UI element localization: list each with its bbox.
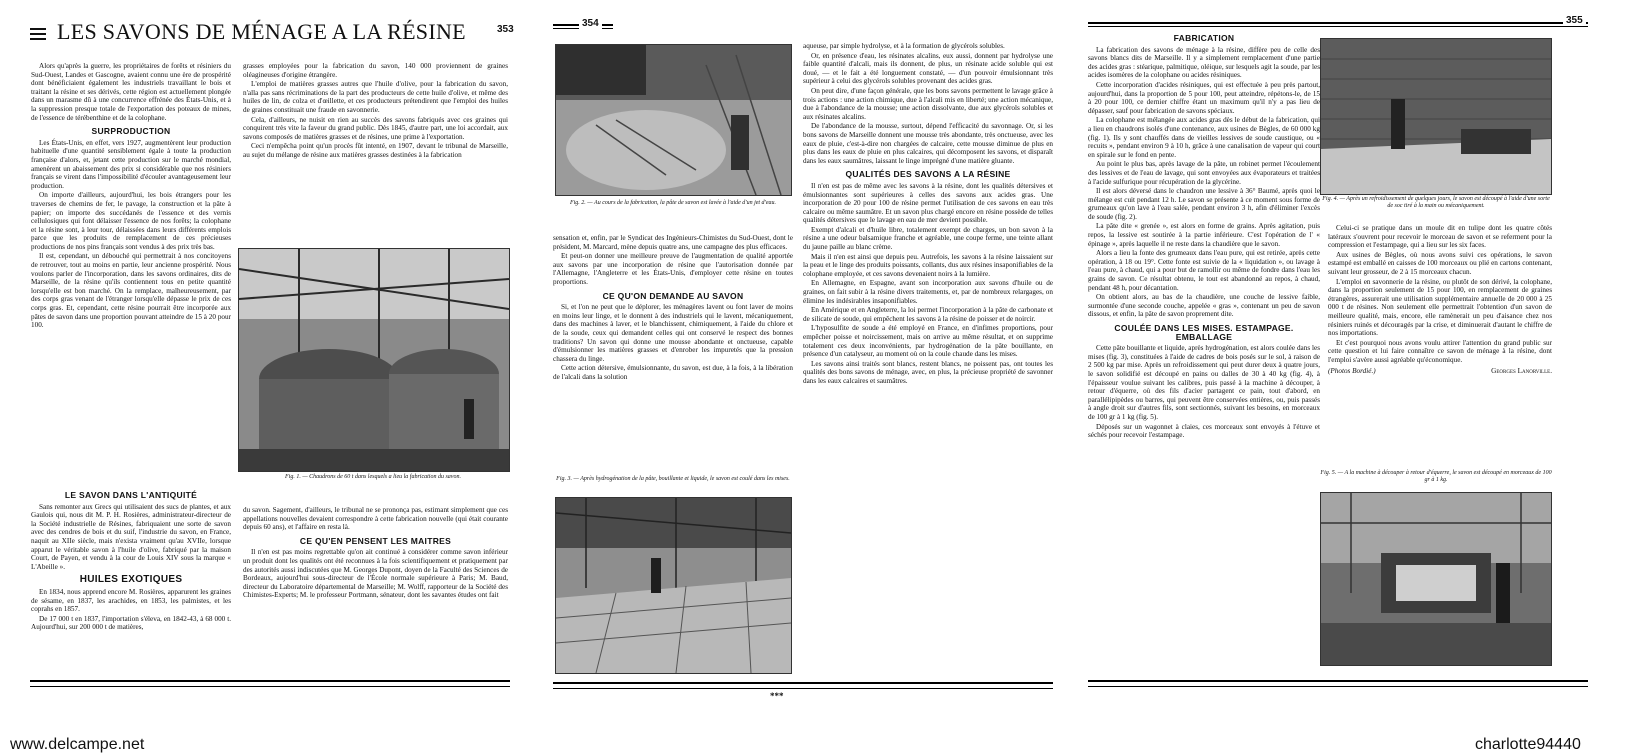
paragraph: Il n'en est pas de même avec les savons à la résine, dont les qualités détersives et émulsionnantes sont supérieures à celles des savons aux acides gras. Une incorporation de 20 pour 100 de résine permet l'utilisation de ces savons en eau très calcaire ou même saumâtre. Et un savon plus chargé encore en résine possède de telles qualités détersives que le lavage en eau de mer devient possible. — [803, 181, 1053, 225]
credit-line — [1328, 367, 1552, 376]
paragraph: Déposés sur un wagonnet à claies, ces morceaux sont envoyés à l'étuve et séchés pour recevoir l'estampage. — [1088, 422, 1320, 440]
column-right — [1328, 224, 1552, 462]
figure-4-photo — [1320, 38, 1552, 195]
section-heading-huiles: HUILES EXOTIQUES — [79, 574, 183, 586]
paragraph: grasses employées pour la fabrication du savon, 140 000 proviennent de graines oléagineuses d'origine étrangère. — [243, 62, 508, 79]
page-bottom-rule — [553, 682, 1053, 689]
paragraph: La pâte dite « grenée », est alors en forme de grains. Après agitation, puis repos, la lessive est soutirée à la partie inférieure. C'est l'opération de l' « épinage », après laquelle il ne reste dans la chaudière que le savon. — [1088, 222, 1320, 248]
column-left — [31, 62, 231, 475]
paragraph: Et c'est pourquoi nous avons voulu attirer l'attention du grand public sur cette question et lui faire connaître ce savon de ménage à la résine, dont l'emploi s'avère aussi agréable qu'économique. — [1328, 338, 1552, 364]
paragraph: Il est, cependant, un débouché qui permettrait à nos concitoyens de retrouver, tout au moins en partie, leur ancienne prospérité. Nous voulons parler de l'incorporation, dans les savons ordinaires, dits de Marseille, de la résine qu'ils contiennent tous en petite quantité lorsqu'elle est bon marché. On la remplace, malheureusement, par des corps gras venant de l'étranger lorsqu'elle dépasse le prix de ces corps gras. Et, cependant, cette résine pourrait être incorporée aux pâtes de savon dans une proportion pouvant atteindre de 15 à 20 pour 100. — [31, 252, 231, 330]
figure-5-caption: Fig. 5. — A la machine à découper à retour d'équerre, le savon est découpé en morceaux de 100 gr à 1 kg. — [1320, 470, 1552, 483]
page-bottom-rule — [30, 680, 510, 687]
section-heading-maitres: CE QU'EN PENSENT LES MAITRES — [299, 535, 452, 546]
end-mark: *** — [770, 691, 784, 701]
paragraph: Sans remonter aux Grecs qui utilisaient des sucs de plantes, et aux Gaulois qui, nous dit M. P. H. Rosières, administrateur-directeur de la Société industrielle de Résines, fabriquaient une sorte de savon avec des cendres de bois et du suif, l'industrie du savon, en France, naquit au XIIe siècle, mais n'exista vraiment qu'au XVIIe, lorsque apparut le véritable savon à l'huile d'olive, fabriqué par la maison Court, de Payen, et vendu à la cour de Louis XIV sous la marque « L'Abeille ». — [31, 502, 231, 571]
figure-5-photo — [1320, 492, 1552, 666]
paragraph: En 1834, nous apprend encore M. Rosières, apparurent les graines de sésame, en 1837, les arachides, en 1853, les palmistes, et les coprahs en 1857. — [31, 587, 231, 614]
paragraph: Et peut-on donner une meilleure preuve de l'augmentation de qualité apportée aux savons par une incorporation de résine que l'autorisation donnée par l'Allemagne, l'Angleterre et les États-Unis, d'employer cette résine en toutes proportions. — [553, 252, 793, 286]
page-number: 354 — [579, 18, 602, 29]
figure-4-caption: Fig. 4. — Après un refroidissement de quelques jours, le savon est découpé à l'aide d'une sorte de soc tiré à la main ou mécaniquement. — [1322, 196, 1550, 209]
section-heading-coulee: COULÉE DANS LES MISES. ESTAMPAGE. EMBALLAGE — [1114, 323, 1294, 342]
page-354 — [545, 0, 1060, 722]
column-right-lower — [243, 506, 508, 678]
paragraph: Les savons ainsi traités sont blancs, restent blancs, ne poissent pas, ont toutes les qualités des bons savons de ménage, avec, en plus, la précieuse propriété de savonner dans les eaux calcaires et saumâtres. — [803, 359, 1053, 385]
column-right-upper — [243, 62, 508, 242]
column-left — [553, 234, 793, 466]
soap-moulds-image — [556, 498, 791, 673]
paragraph: Au point le plus bas, après lavage de la pâte, un robinet permet l'écoulement des lessives et de l'eau de lavage, qui sont envoyées aux évaporateurs et traitées à l'acide sulfurique pour récupération de la glycérine. — [1088, 160, 1320, 186]
paragraph: On importe d'ailleurs, aujourd'hui, les bois étrangers pour les traverses de chemins de fer, le pavage, la construction et la pâte à papier; on importe des succédanés de l'essence et des vernis cellulosiques qui font délaisser l'essence de nos forêts; la colophane et la résine sont, à leur tour, délaissées dans leurs différents emplois parce que les produits de remplacement de ces précieuses productions de nos pins français sont vendus à des prix très bas. — [31, 191, 231, 251]
paragraph: sensation et, enfin, par le Syndicat des Ingénieurs-Chimistes du Sud-Ouest, dont le président, M. Marcard, mène depuis quatre ans, une campagne des plus efficaces. — [553, 234, 793, 251]
paragraph: En Allemagne, en Espagne, avant son incorporation aux savons d'huile ou de graines, on fait subir à la résine divers traitements, et, par de nombreux relargages, on élimine les indésirables insaponifiables. — [803, 279, 1053, 305]
photos-credit: (Photos Bordié.) — [1328, 366, 1376, 375]
paragraph: La colophane est mélangée aux acides gras dès le début de la fabrication, qui a lieu en chaudrons isolés d'une contenance, aux usines de Bègles, de 60 000 kg (fig. 1). Ils y sont chauffés dans de vieilles lessives de soude caustique, ou « recuits », pendant environ 9 à 10 h, grâce à une canalisation de vapeur qui court en spirale sur le fond en pente. — [1088, 116, 1320, 159]
page-355 — [1078, 0, 1608, 722]
section-heading-surproduction: SURPRODUCTION — [91, 126, 171, 137]
paragraph: Cette action détersive, émulsionnante, du savon, est due, à la fois, à la libération de l'alcali dans la solution — [553, 364, 793, 381]
paragraph: du savon. Sagement, d'ailleurs, le tribunal ne se prononça pas, estimant simplement que ces appellations nouvelles devaient correspondre à cette fabrication nouvelle (qui était courante depuis 60 ans), et l'affaire en resta là. — [243, 506, 508, 532]
page-number: 355 — [1563, 15, 1586, 26]
column-left-lower — [31, 486, 231, 676]
footer-seller: charlotte94440 — [1475, 736, 1581, 753]
column-left — [1088, 34, 1320, 674]
factory-cauldrons-image — [239, 249, 509, 471]
paragraph: Ceci n'empêcha point qu'un procès fût intenté, en 1907, devant le tribunal de Marseille, au sujet du mélange de résine aux matières grasses destinées à la fabrication — [243, 142, 508, 159]
paragraph: En Amérique et en Angleterre, la loi permet l'incorporation à la pâte de carbonate et de silicate de soude, qui empêchent les savons à la résine de poisser et de noircir. — [803, 306, 1053, 323]
paragraph: Or, en présence d'eau, les résinates alcalins, eux aussi, donnent par hydrolyse une faible quantité d'alcali, mais ils donnent, de plus, un résinate acide soluble qui est doué, — et le fait a été longuement constaté, — d'un pouvoir émulsionnant très supérieur à celui des glycérols solubles provenant des acides gras. — [803, 51, 1053, 86]
paragraph: Exempt d'alcali et d'huile libre, totalement exempt de charges, un bon savon à la résine a une odeur balsamique franche et agréable, une coupe ferme, une teinte allant du jaune paille au blanc crème. — [803, 225, 1053, 252]
paragraph: Cette incorporation d'acides résiniques, qui est effectuée à peu près partout, aujourd'hui, dans la proportion de 5 pour 100, peut atteindre, répétons-le, de 15 à 20 pour 100, ce dernier chiffre étant un maximum qu'il n'y a pas lieu de dépasser, sauf pour fabrication de savons spéciaux. — [1088, 80, 1320, 115]
header-rule — [1088, 22, 1588, 27]
paragraph: Cela, d'ailleurs, ne nuisit en rien au succès des savons fabriqués avec ces graines qui conquirent très vite la faveur du grand public. Dès 1845, d'autre part, une loi accordait, aux savons composés de matières grasses et de résines, une prime à l'exportation. — [243, 115, 508, 141]
footer-site: www.delcampe.net — [10, 736, 145, 753]
section-heading-qualites: QUALITÉS DES SAVONS A LA RÉSINE — [845, 169, 1011, 180]
page-bottom-rule — [1088, 680, 1588, 687]
paragraph: Si, et l'on ne peut que le déplorer, les ménagères lavent ou font laver de moins en moins leur linge, et le donnent à des industriels qui le lavent, mécaniquement, dans des machines à laver, et le blanchissent, chimiquement, à l'aide du chlore et de la soude, ceux qui demandent celles qui ont conservé le respect des bonnes traditions? Un savon qui donne une mousse abondante et onctueuse, capable d'émulsionner les matières grasses et d'enrober les impuretés que la pression chassera du linge. — [553, 303, 793, 363]
section-heading-demande: CE QU'ON DEMANDE AU SAVON — [602, 290, 744, 301]
paragraph: L'emploi en savonnerie de la résine, ou plutôt de son dérivé, la colophane, dans la proportion seulement de 15 pour 100, en remplacement de graines étrangères, assurerait une utilisation supplémentaire annuelle de 20 000 à 25 000 t de résines. Non seulement elle permettrait l'obtention d'un savon de meilleure qualité, mais, encore, elle ramènerait un peu d'aisance chez nos résiniers ruinés et découragés par la crise, et diminuerait d'autant le chiffre de nos importations. — [1328, 277, 1552, 338]
paragraph: De l'abondance de la mousse, surtout, dépend l'efficacité du savonnage. Or, si les bons savons de Marseille donnent une mousse très abondante, très onctueuse, avec les eaux de pluie, c'est-à-dire non chargées de calcaire, cette mousse diminue de plus en plus dans les eaux de pluie en plus calcaires, qui décomposent les savons, et disparaît dans les eaux saumâtres, laissant le linge imprégné d'une matière gluante. — [803, 122, 1053, 165]
paragraph: L'hyposulfite de soude a été employé en France, en d'infimes proportions, pour empêcher poisse et noircissement, mais on arrive au même résultat, et on supprime totalement ces deux inconvénients, par hydrogénation de la pâte bouillante, en présence d'un catalyseur, au moment où on la coule chaude dans les mises. — [803, 324, 1053, 359]
paragraph: On peut dire, d'une façon générale, que les bons savons permettent le lavage grâce à trois actions : une action chimique, due à l'alcali mis en liberté; une action mécanique, due à l'abondance de la mousse; une action dissolvante, due aux glycérols solubles et aux résinates alcalins. — [803, 86, 1053, 121]
figure-2-photo — [555, 44, 792, 196]
paragraph: Cette pâte bouillante et liquide, après hydrogénation, est alors coulée dans les mises (fig. 3), constituées à l'aide de cadres de bois posés sur le sol, à raison de 2 500 kg par mise. Après un refroidissement qui peut durer deux à quatre jours, le savon solidifié est découpé en pains ou dalles de 30 à 40 kg (fig. 4), à l'épaisseur voulue suivant les calibres, puis passé à la machine à découper, à retour d'équerre, où des fils d'acier partagent ce pain, tout d'abord, en parallélipipèdes ou barres, qui peuvent être conservées entières, ou, puis passés à angle droit sur d'autres fils, sont sectionnés, suivant les besoins, en morceaux de 100 gr à 1 kg (fig. 5). — [1088, 344, 1320, 421]
paragraph: Alors qu'après la guerre, les propriétaires de forêts et résiniers du Sud-Ouest, Landes et Gascogne, avaient connu une ère de prospérité dont bénéficiaient également les industriels travaillant le bois et traitant la résine et ses dérivés, cette région est actuellement plongée dans un marasme dû à une concurrence effrénée des États-Unis, et à la suppression presque totale de l'exportation des poteaux de mines, de l'essence de térébenthine et de la colophane. — [31, 62, 231, 122]
section-heading-fabrication: FABRICATION — [1173, 34, 1235, 43]
figure-3-photo — [555, 497, 792, 674]
paragraph: La fabrication des savons de ménage à la résine, diffère peu de celle des savons blancs dits de Marseille. Il y a simplement remplacement d'une partie des acides gras : stéarique, palmitique, oléique, sur lesquels agit la soude, par les acides isomères de la colophane ou acides résiniques. — [1088, 45, 1320, 80]
paragraph: aqueuse, par simple hydrolyse, et à la formation de glycérols solubles. — [803, 42, 1005, 50]
paragraph: Il est alors déversé dans le chaudron une lessive à 36° Baumé, après quoi le mélange est cuit pendant 12 h. Le savon se présente à ce moment sous forme de grumeaux qu'on lave à l'eau salée, pendant environ 3 h, afin d'éliminer l'excès de soude (fig. 2). — [1088, 187, 1320, 221]
page-number: 353 — [497, 24, 514, 35]
author-name: Georges Lanorville. — [1491, 366, 1552, 375]
paragraph: De 17 000 t en 1837, l'importation s'éleva, en 1842-43, à 68 000 t. Aujourd'hui, sur 200 000 t de matières, — [31, 614, 231, 632]
soap-washing-image — [556, 45, 791, 195]
paragraph: Il n'en est pas moins regrettable qu'on ait continué à considérer comme savon inférieur un produit dont les qualités ont été reconnues à la fois scientifiquement et pratiquement par des autorités aussi indiscutées que M. Georges Dupont, doyen de la Faculté des Sciences de Bordeaux, aujourd'hui sous-directeur de l'École normale supérieure à Paris; M. Baud, directeur du Laboratoire départemental de Marseille; M. Wolff, rapporteur de la Société des Chimistes-Experts; M. le professeur Portmann, sénateur, dont les savantes études ont fait — [243, 548, 508, 600]
section-heading-antiquite: LE SAVON DANS L'ANTIQUITÉ — [64, 490, 198, 500]
page-title: LES SAVONS DE MÉNAGE A LA RÉSINE — [57, 19, 466, 44]
figure-2-caption: Fig. 2. — Au cours de la fabrication, la pâte de savon est lavée à l'aide d'un jet d'eau. — [569, 200, 777, 206]
menu-icon — [30, 28, 46, 40]
paragraph: L'emploi de matières grasses autres que l'huile d'olive, pour la fabrication du savon, n'alla pas sans récriminations de la part des producteurs de cette huile d'olive, et même des huiles de lin, de colza et d'œillette, et ces producteurs prétendirent que l'emploi des huiles de graines constituait une fraude en savonnerie. — [243, 80, 508, 114]
figure-1-photo — [238, 248, 510, 472]
paragraph: Aux usines de Bègles, où nous avons suivi ces opérations, le savon estampé est emballé en caisses de 100 morceaux ou plié en cartons contenant, suivant leur grosseur, de 2 à 15 morceaux chacun. — [1328, 250, 1552, 276]
soap-cutting-image — [1321, 39, 1551, 194]
figure-1-caption: Fig. 1. — Chaudrons de 60 t dans lesquels a lieu la fabrication du savon. — [285, 474, 461, 480]
paragraph: Alors a lieu la fonte des grumeaux dans l'eau pure, qui est retirée, après cette opération, à 18 ou 19°. Cette fonte est suivie de la « liquidation », ou lavage à l'eau pure, à chaud, qui a pour but de ramollir ou même de fondre dans l'eau les grains de savon. Ce résultat obtenu, le tout est abandonné au repos, à chaud, pendant 48 h, pour décantation. — [1088, 249, 1320, 292]
intro-text — [31, 62, 231, 122]
paragraph: Mais il n'en est ainsi que depuis peu. Autrefois, les savons à la résine laissaient sur la peau et le linge des produits poissants, collants, dus aux résines insaponifiables de la colophane employée, et ces savons devenaient noirs à la lumière. — [803, 252, 1053, 278]
figure-3-caption: Fig. 3. — Après hydrogénation de la pâte, bouillante et liquide, le savon est coulé dans les mises. — [556, 476, 790, 482]
cutting-machine-image — [1321, 493, 1551, 665]
column-right — [803, 42, 1053, 680]
paragraph: Celui-ci se pratique dans un moule dit en tulipe dont les quatre côtés latéraux s'ouvrent pour recevoir le morceau de savon et se referment pour la compression et l'estampage, qui a lieu sur les six faces. — [1328, 224, 1552, 250]
page-353 — [0, 0, 520, 722]
paragraph: On obtient alors, au bas de la chaudière, une couche de lessive faible, surmontée d'une seconde couche, appelée « gras », contenant un peu de savon dissous, et enfin, la pâte de savon proprement dite. — [1088, 293, 1320, 319]
paragraph: Les États-Unis, en effet, vers 1927, augmentèrent leur production habituelle d'une quantité sensiblement égale à toute la production française d'alors, et, jetant cette production sur le marché mondial, amenèrent un abaissement des prix si considérable que nos résiniers français se virent dans l'impossibilité d'écouler avantageusement leur production. — [31, 138, 231, 190]
